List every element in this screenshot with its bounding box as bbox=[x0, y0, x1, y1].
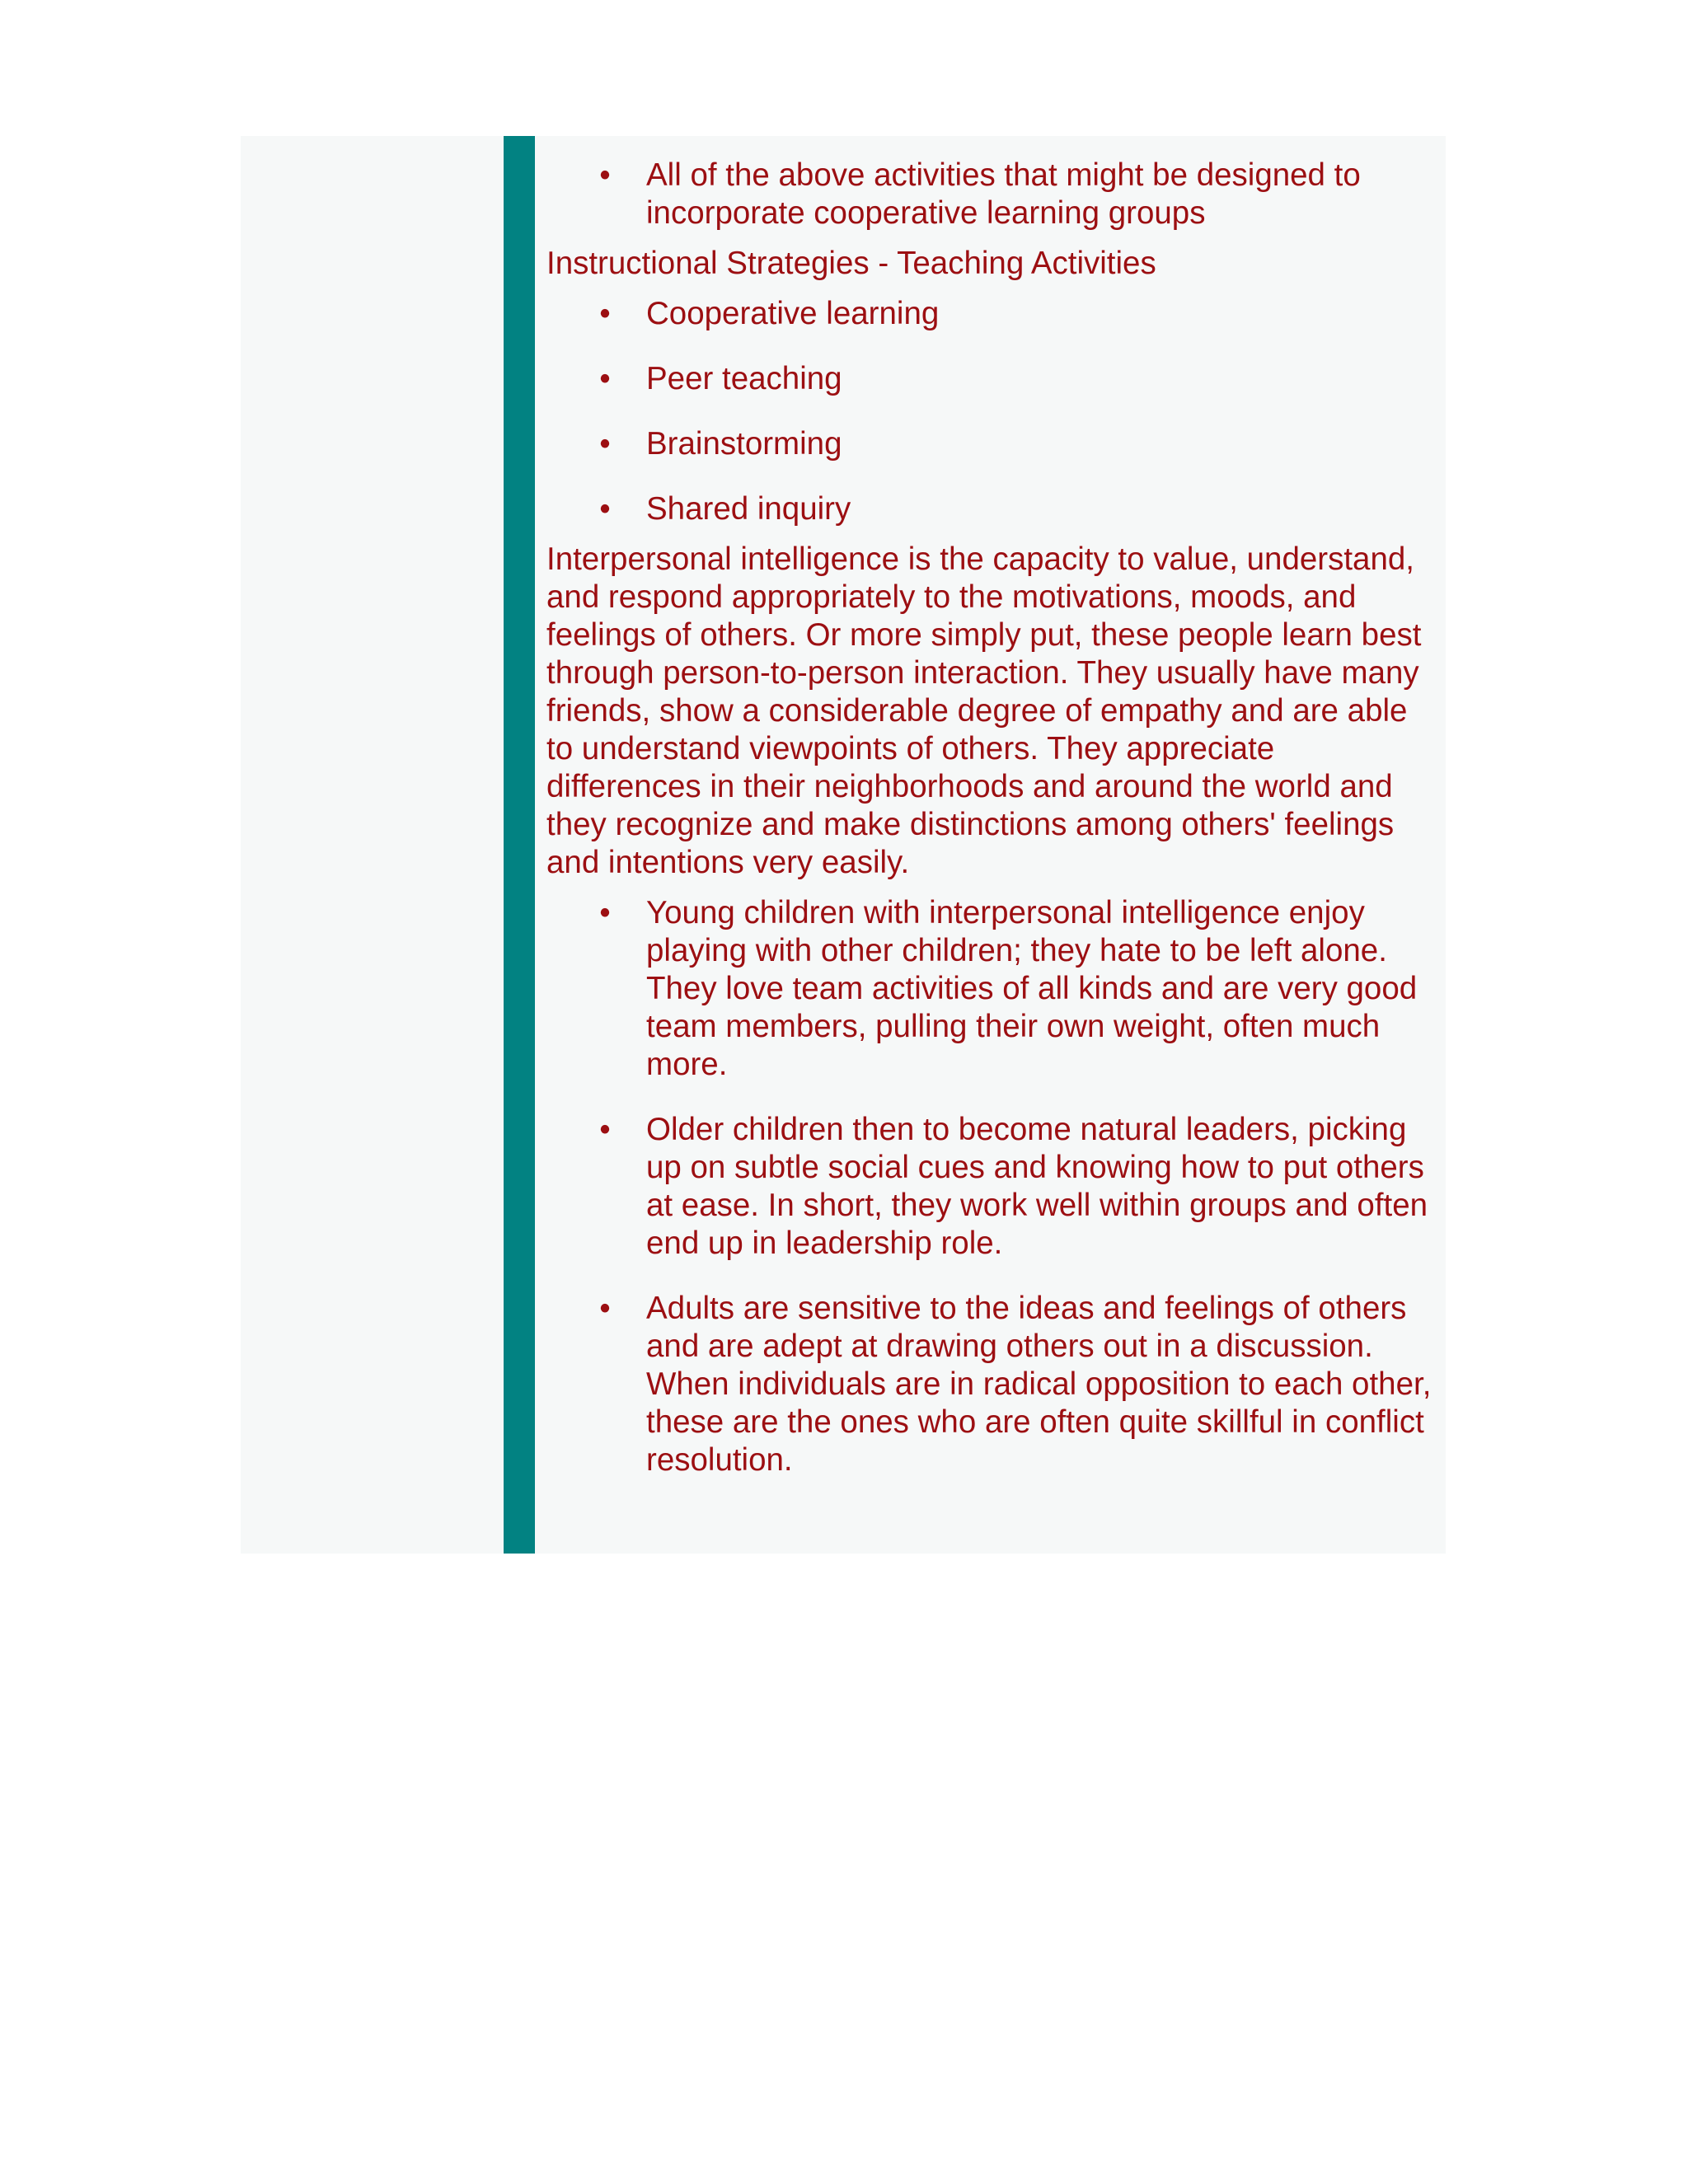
accent-bar bbox=[504, 136, 535, 1554]
bullet-icon: • bbox=[599, 491, 611, 527]
bullet-icon: • bbox=[599, 1112, 611, 1147]
bullet-icon: • bbox=[599, 1291, 611, 1326]
list-item-text: Adults are sensitive to the ideas and feelings of others and are adept at drawing others out in a discussion. When individuals are in radical opposition to each other, these are the ones who are often quite skillful in conflict resolution. bbox=[646, 1291, 1432, 1478]
list-item bbox=[546, 1111, 1437, 1263]
details-list bbox=[546, 894, 1437, 1479]
list-item bbox=[546, 360, 1437, 398]
bullet-icon: • bbox=[599, 426, 611, 462]
bullet-icon: • bbox=[599, 157, 611, 193]
list-item bbox=[546, 490, 1437, 528]
list-item-text: Brainstorming bbox=[646, 426, 842, 462]
list-item bbox=[546, 894, 1437, 1084]
list-item-text: Cooperative learning bbox=[646, 296, 940, 331]
list-item bbox=[546, 1290, 1437, 1479]
list-item-text: Shared inquiry bbox=[646, 491, 851, 527]
list-item-text: Peer teaching bbox=[646, 361, 842, 396]
bullet-icon: • bbox=[599, 296, 611, 331]
bullet-icon: • bbox=[599, 895, 611, 930]
document-content bbox=[546, 157, 1437, 1479]
list-item bbox=[546, 295, 1437, 333]
list-item-text: Young children with interpersonal intelligence enjoy playing with other children; they hate to be left alone. They love team activities of all kinds and are very good team members, pulling their own weight, often much more. bbox=[646, 895, 1418, 1082]
bullet-icon: • bbox=[599, 361, 611, 396]
list-item bbox=[546, 157, 1437, 232]
section-label: Instructional Strategies - Teaching Activities bbox=[546, 246, 1156, 281]
body-paragraph: Interpersonal intelligence is the capacity to value, understand, and respond appropriately to the motivations, moods, and feelings of others. Or more simply put, these people learn best through person-to-person interaction. They usually have many friends, show a considerable degree of empathy and are able to understand viewpoints of others. They appreciate differences in their neighborhoods and around the world and they recognize and make distinctions among others' feelings and intentions very easily. bbox=[546, 541, 1422, 880]
list-item bbox=[546, 425, 1437, 463]
list-item-text: All of the above activities that might be designed to incorporate cooperative learning groups bbox=[646, 157, 1361, 231]
top-bullet-list bbox=[546, 157, 1437, 232]
list-item-text: Older children then to become natural leaders, picking up on subtle social cues and knowing how to put others at ease. In short, they work well within groups and often end up in leadership role. bbox=[646, 1112, 1428, 1261]
strategies-list bbox=[546, 295, 1437, 528]
